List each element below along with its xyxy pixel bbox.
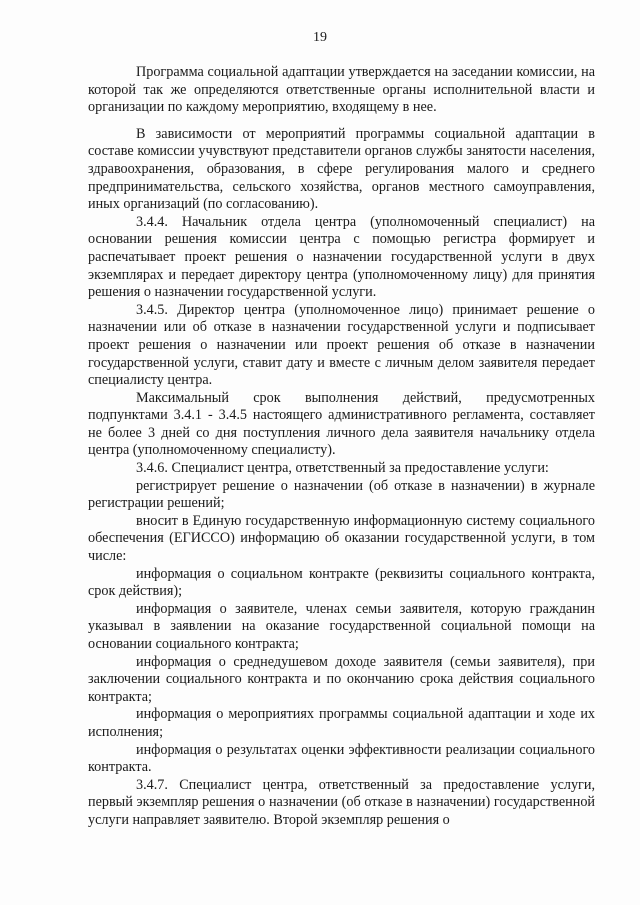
paragraph-info-income: информация о среднедушевом доходе заявителя (семьи заявителя), при заключении социального контракта и по окончанию срока действия социального контракта; <box>88 653 595 705</box>
paragraph-commission-members: В зависимости от мероприятий программы социальной адаптации в составе комиссии учувствуют представители органов службы занятости населения, здравоохранения, образования, в сфере регулирования малого и среднего предпринимательства, сельского хозяйства, органов местного самоуправления, иных организаций (по согласованию). <box>88 125 595 213</box>
paragraph-3-4-5: 3.4.5. Директор центра (уполномоченное лицо) принимает решение о назначении или об отказе в назначении государственной услуги и подписывает проект решения о назначении или проект решения об отказе в назначении государственной услуги, ставит дату и вместе с личным делом заявителя передает специалисту центра. <box>88 301 595 389</box>
paragraph-info-evaluation: информация о результатах оценки эффективности реализации социального контракта. <box>88 741 595 776</box>
paragraph-3-4-4: 3.4.4. Начальник отдела центра (уполномоченный специалист) на основании решения комиссии центра с помощью регистра формирует и распечатывает проект решения о назначении государственной услуги в двух экземплярах и передает директору центра (уполномоченному лицу) для принятия решения о назначении государственной услуги. <box>88 213 595 301</box>
paragraph-egisso: вносит в Единую государственную информационную систему социального обеспечения (ЕГИССО) информацию об оказании государственной услуги, в том числе: <box>88 512 595 565</box>
page-number: 19 <box>313 30 327 45</box>
paragraph-program-approval: Программа социальной адаптации утверждается на заседании комиссии, на которой так же определяются ответственные органы исполнительной власти и организации по каждому мероприятию, входящему в нее. <box>88 64 595 116</box>
paragraph-info-program: информация о мероприятиях программы социальной адаптации и ходе их исполнения; <box>88 706 595 740</box>
paragraph-3-4-6: 3.4.6. Специалист центра, ответственный за предоставление услуги: <box>136 460 549 477</box>
paragraph-registers-decision: регистрирует решение о назначении (об отказе в назначении) в журнале регистрации решений; <box>88 477 595 512</box>
paragraph-info-applicant: информация о заявителе, членах семьи заявителя, которую гражданин указывал в заявлении на оказание государственной социальной помощи на основании социального контракта; <box>88 600 595 652</box>
paragraph-info-contract: информация о социальном контракте (реквизиты социального контракта, срок действия); <box>88 565 595 600</box>
document-body <box>88 64 595 830</box>
paragraph-max-term: Максимальный срок выполнения действий, предусмотренных подпунктами 3.4.1 - 3.4.5 настоящего административного регламента, составляет не более 3 дней со дня поступления личного дела заявителя начальнику отдела центра (уполномоченному специалисту). <box>88 389 595 459</box>
paragraph-3-4-7: 3.4.7. Специалист центра, ответственный за предоставление услуги, первый экземпляр решения о назначении (об отказе в назначении) государственной услуги направляет заявителю. Второй экземпляр решения о <box>88 776 595 828</box>
